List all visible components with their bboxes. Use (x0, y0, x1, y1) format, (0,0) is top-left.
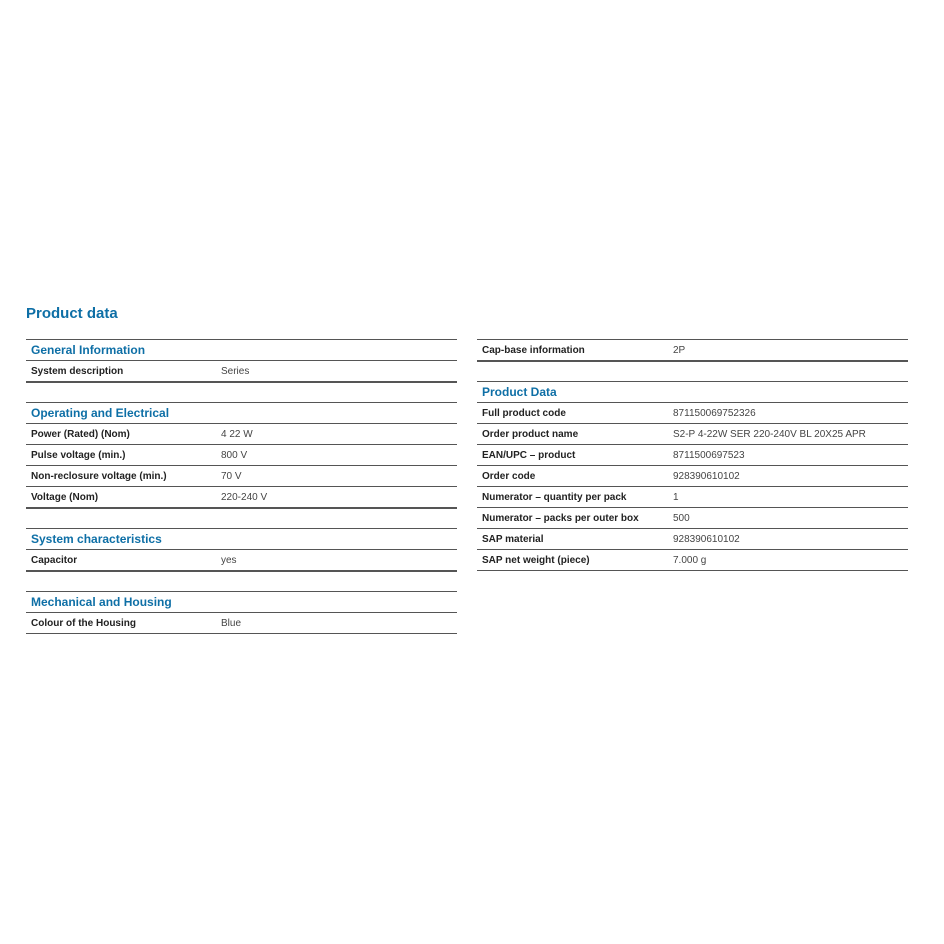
spec-value: 1 (673, 491, 679, 503)
section-mechanical-housing (26, 591, 457, 634)
spec-row (477, 487, 908, 508)
section-operating-electrical (26, 402, 457, 508)
section-title: System characteristics (26, 529, 457, 550)
spec-label: Voltage (Nom) (31, 491, 99, 503)
left-column (26, 339, 457, 634)
spec-label: Non-reclosure voltage (min.) (31, 470, 167, 482)
spec-row (26, 613, 457, 634)
spec-row (26, 487, 457, 508)
spec-label: Numerator – packs per outer box (482, 512, 639, 524)
spec-row (477, 508, 908, 529)
page-title: Product data (26, 305, 118, 322)
section-spacer (26, 382, 457, 402)
spec-row (26, 361, 457, 382)
section-product-data (477, 381, 908, 571)
section-system-characteristics (26, 528, 457, 571)
spec-value: 7.000 g (673, 554, 707, 566)
section-title: Operating and Electrical (26, 403, 457, 424)
right-column (477, 339, 908, 571)
spec-label: EAN/UPC – product (482, 449, 576, 461)
spec-value: 500 (673, 512, 690, 524)
spec-label: Pulse voltage (min.) (31, 449, 126, 461)
spec-value: 4 22 W (221, 428, 253, 440)
spec-value: 928390610102 (673, 470, 740, 482)
spec-label: SAP net weight (piece) (482, 554, 590, 566)
spec-row (477, 340, 908, 361)
spec-value: 70 V (221, 470, 242, 482)
spec-row (26, 466, 457, 487)
spec-value: 8711500697523 (673, 449, 745, 461)
section-title: General Information (26, 340, 457, 361)
spec-row (26, 445, 457, 466)
spec-label: Power (Rated) (Nom) (31, 428, 130, 440)
spec-label: Full product code (482, 407, 566, 419)
section-title: Product Data (477, 382, 908, 403)
spec-row (477, 550, 908, 571)
spec-row (477, 424, 908, 445)
spec-row (477, 466, 908, 487)
spec-row (477, 445, 908, 466)
section-title: Mechanical and Housing (26, 592, 457, 613)
spec-value: Blue (221, 617, 242, 629)
spec-value: 220-240 V (221, 491, 268, 503)
section-spacer (26, 571, 457, 591)
spec-value: Series (221, 365, 250, 377)
spec-value: 928390610102 (673, 533, 740, 545)
spec-row (26, 424, 457, 445)
spec-label: Colour of the Housing (31, 617, 136, 629)
spec-value: 871150069752326 (673, 407, 756, 419)
spec-label: SAP material (482, 533, 544, 545)
spec-value: yes (221, 554, 237, 566)
spec-label: Capacitor (31, 554, 78, 566)
spec-value: S2-P 4-22W SER 220-240V BL 20X25 APR (673, 428, 866, 440)
spec-row (26, 550, 457, 571)
spec-label: Numerator – quantity per pack (482, 491, 627, 503)
section-spacer (477, 361, 908, 381)
spec-row (477, 529, 908, 550)
spec-row (477, 403, 908, 424)
spec-label: Order product name (482, 428, 579, 440)
spec-label: System description (31, 365, 124, 377)
section-spacer (26, 508, 457, 528)
spec-value: 2P (673, 344, 686, 356)
spec-label: Cap-base information (482, 344, 585, 356)
spec-label: Order code (482, 470, 536, 482)
section-cap-base (477, 339, 908, 361)
section-general-information (26, 339, 457, 382)
spec-value: 800 V (221, 449, 248, 461)
